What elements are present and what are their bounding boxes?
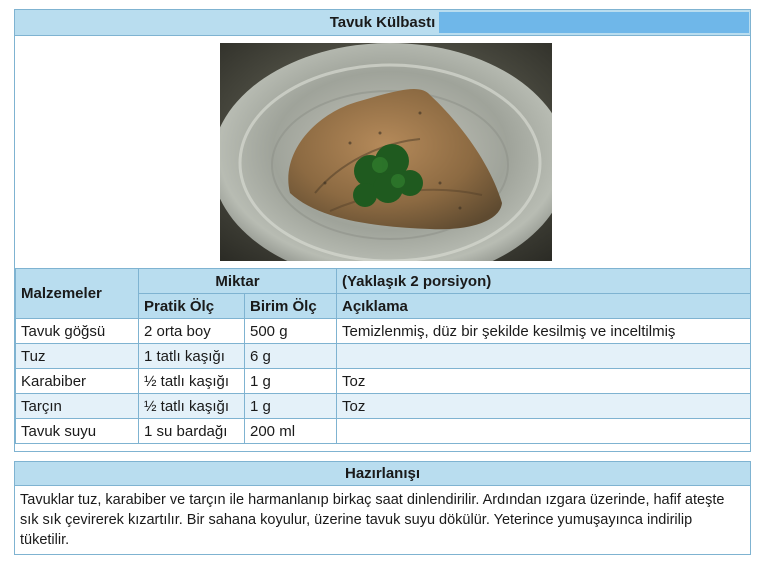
preparation-card (14, 461, 751, 555)
ingredient-name: Karabiber (16, 369, 139, 394)
header-aciklama: Açıklama (337, 294, 751, 319)
ingredient-birim: 6 g (245, 344, 337, 369)
header-malzemeler: Malzemeler (16, 269, 139, 319)
ingredient-pratik: 1 su bardağı (139, 419, 245, 444)
recipe-photo (220, 43, 552, 261)
table-row (16, 344, 751, 369)
ingredient-name: Tarçın (16, 394, 139, 419)
ingredient-pratik: 1 tatlı kaşığı (139, 344, 245, 369)
recipe-card (14, 9, 751, 452)
header-miktar: Miktar (139, 269, 337, 294)
ingredient-birim: 200 ml (245, 419, 337, 444)
header-portion: (Yaklaşık 2 porsiyon) (337, 269, 751, 294)
ingredient-aciklama: Toz (337, 369, 751, 394)
header-pratik: Pratik Ölç (139, 294, 245, 319)
preparation-text: Tavuklar tuz, karabiber ve tarçın ile harmanlanıp birkaç saat dinlendirilir. Ardından ızgara üzerinde, hafif ateşte sık sık çevirerek kızartılır. Bir sahana koyulur, üzerine tavuk suyu dökülür. Yeterince yumuşayınca indirilip tüketilir. (20, 492, 725, 548)
ingredient-aciklama: Toz (337, 394, 751, 419)
ingredient-birim: 500 g (245, 319, 337, 344)
preparation-title-bar (15, 462, 750, 486)
table-row (16, 419, 751, 444)
ingredient-pratik: 2 orta boy (139, 319, 245, 344)
ingredient-name: Tavuk suyu (16, 419, 139, 444)
ingredient-name: Tuz (16, 344, 139, 369)
table-header-row-1 (16, 269, 751, 294)
table-row (16, 369, 751, 394)
ingredient-name: Tavuk göğsü (16, 319, 139, 344)
preparation-title: Hazırlanışı (344, 465, 421, 482)
table-row (16, 394, 751, 419)
recipe-title-bar (15, 10, 750, 36)
ingredient-pratik: ½ tatlı kaşığı (139, 394, 245, 419)
recipe-title: Tavuk Külbastı (329, 14, 436, 31)
ingredient-pratik: ½ tatlı kaşığı (139, 369, 245, 394)
table-row (16, 319, 751, 344)
ingredients-table (15, 268, 751, 444)
ingredient-aciklama: Temizlenmiş, düz bir şekilde kesilmiş ve inceltilmiş (337, 319, 751, 344)
ingredient-birim: 1 g (245, 369, 337, 394)
ingredient-aciklama (337, 419, 751, 444)
ingredient-aciklama (337, 344, 751, 369)
header-birim: Birim Ölç (245, 294, 337, 319)
ingredient-birim: 1 g (245, 394, 337, 419)
chicken-dish-image (220, 43, 552, 261)
